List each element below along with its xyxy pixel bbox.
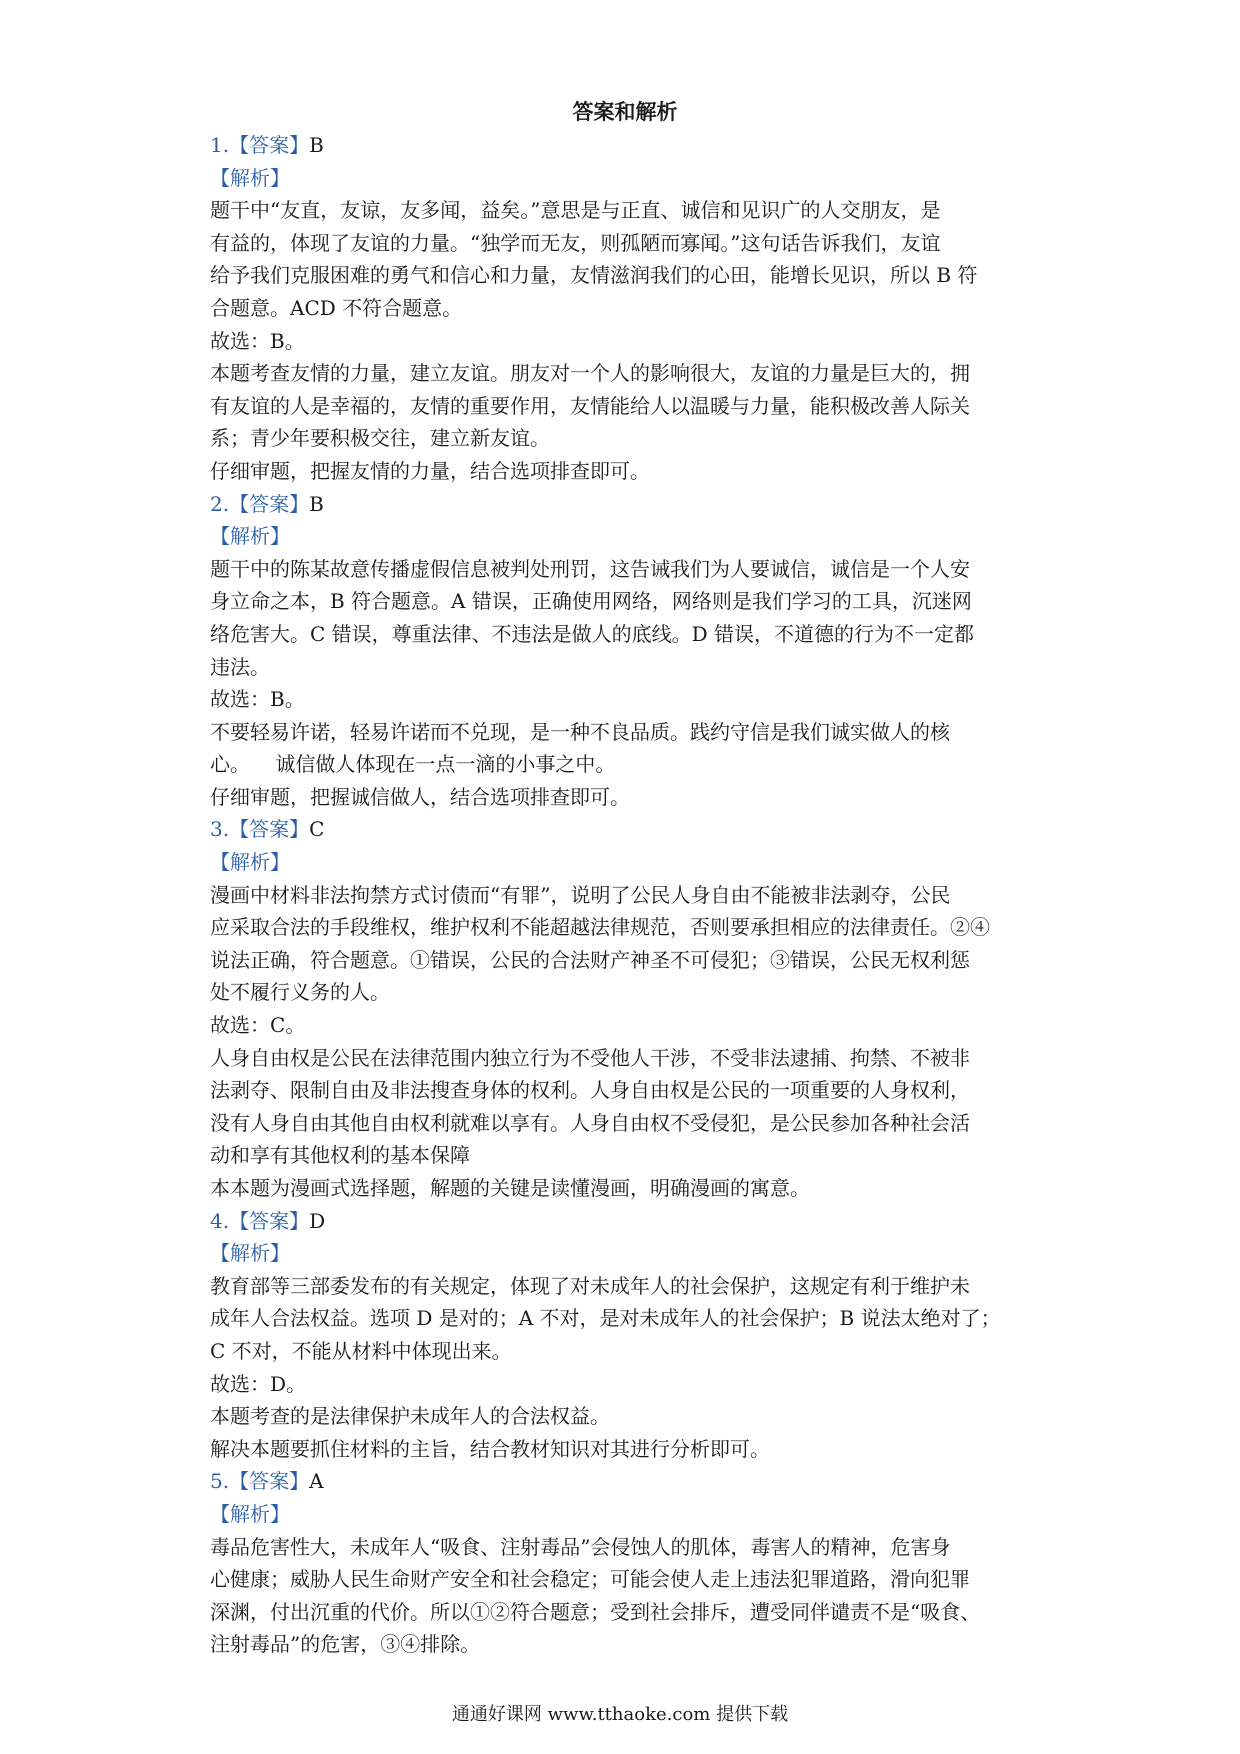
analysis-text-line: 题干中的陈某故意传播虚假信息被判处刑罚，这告诫我们为人要诚信，诚信是一个人安 <box>210 556 970 581</box>
analysis-text-line: 漫画中材料非法拘禁方式讨债而“有罪”，说明了公民人身自由不能被非法剥夺，公民 <box>210 882 951 907</box>
analysis-text-line: 题干中“友直，友谅，友多闻，益矣。”意思是与正直、诚信和见识广的人交朋友，是 <box>210 198 941 223</box>
answer-tag: 【答案】 <box>229 133 310 157</box>
question-block <box>210 488 1040 814</box>
analysis-text-line: 应采取合法的手段维权，维护权利不能超越法律规范，否则要承担相应的法律责任。②④ <box>210 915 990 940</box>
analysis-heading: 【解析】 <box>210 850 290 875</box>
analysis-text-line: 有友谊的人是幸福的，友情的重要作用，友情能给人以温暖与力量，能积极改善人际关 <box>210 393 970 418</box>
analysis-text-line: 本本题为漫画式选择题，解题的关键是读懂漫画，明确漫画的寓意。 <box>210 1176 810 1200</box>
question-number: 3. <box>210 817 230 842</box>
analysis-text-line: 合题意。ACD 不符合题意。 <box>210 295 463 320</box>
answer-line <box>210 813 1040 846</box>
answer-tag: 【答案】 <box>229 1208 310 1233</box>
analysis-text-line: 本题考查友情的力量，建立友谊。朋友对一个人的影响很大，友谊的力量是巨大的，拥 <box>210 361 970 386</box>
answer-tag: 【答案】 <box>229 491 310 516</box>
answer-value: A <box>309 1469 324 1494</box>
analysis-text-line: 处不履行义务的人。 <box>210 980 390 1005</box>
analysis-text-line: 络危害大。C 错误，尊重法律、不违法是做人的底线。D 错误，不道德的行为不一定都 <box>210 621 975 646</box>
document-page <box>210 95 1040 1661</box>
analysis-text-line: 系；青少年要积极交往，建立新友谊。 <box>210 426 550 451</box>
analysis-text-line: 仔细审题，把握诚信做人，结合选项排查即可。 <box>210 784 630 809</box>
question-number: 1. <box>210 133 230 157</box>
answer-value: D <box>309 1208 326 1233</box>
analysis-text-line: 毒品危害性大，未成年人“吸食、注射毒品”会侵蚀人的肌体，毒害人的精神，危害身 <box>210 1534 951 1559</box>
analysis-heading: 【解析】 <box>210 524 290 549</box>
analysis-text-line: 解决本题要抓住材料的主旨，结合教材知识对其进行分析即可。 <box>210 1436 770 1461</box>
answer-line <box>210 1205 1040 1238</box>
question-block <box>210 1465 1040 1661</box>
question-number: 5. <box>210 1469 230 1494</box>
analysis-text-line: 身立命之本，B 符合题意。A 错误，正确使用网络，网络则是我们学习的工具，沉迷网 <box>210 589 972 614</box>
question-block <box>210 1205 1040 1466</box>
analysis-text-line: 动和享有其他权利的基本保障 <box>210 1143 470 1168</box>
analysis-text-line: 法剥夺、限制自由及非法搜查身体的权利。人身自由权是公民的一项重要的人身权利， <box>210 1078 970 1103</box>
analysis-text-line: 心。 诚信做人体现在一点一滴的小事之中。 <box>210 752 616 777</box>
analysis-text-line: 违法。 <box>210 654 270 679</box>
analysis-text-line: 仔细审题，把握友情的力量，结合选项排查即可。 <box>210 458 650 483</box>
analysis-text-line: 故选：B。 <box>210 328 305 353</box>
answers-list <box>210 129 1040 1661</box>
question-block <box>210 129 1040 488</box>
analysis-text-line: 故选：C。 <box>210 1013 306 1038</box>
analysis-heading: 【解析】 <box>210 1501 290 1526</box>
analysis-text-line: 人身自由权是公民在法律范围内独立行为不受他人干涉，不受非法逮捕、拘禁、不被非 <box>210 1045 970 1070</box>
answer-value: C <box>309 817 325 842</box>
analysis-text-line: 心健康；威胁人民生命财产安全和社会稳定；可能会使人走上违法犯罪道路，滑向犯罪 <box>210 1567 970 1592</box>
answer-line <box>210 488 1040 521</box>
question-block <box>210 813 1040 1204</box>
answer-tag: 【答案】 <box>229 1469 310 1494</box>
analysis-heading: 【解析】 <box>210 1241 290 1266</box>
analysis-text-line: 注射毒品”的危害，③④排除。 <box>210 1632 481 1657</box>
analysis-text-line: 给予我们克服困难的勇气和信心和力量，友情滋润我们的心田，能增长见识，所以 B 符 <box>210 263 978 288</box>
answer-value: B <box>309 133 324 157</box>
analysis-text-line: 故选：B。 <box>210 687 305 712</box>
page-footer: 通通好课网 www.tthaoke.com 提供下载 <box>451 1704 789 1725</box>
question-number: 4. <box>210 1208 230 1233</box>
analysis-text-line: 故选：D。 <box>210 1371 307 1396</box>
answer-line <box>210 1465 1040 1498</box>
analysis-text-line: 说法正确，符合题意。①错误，公民的合法财产神圣不可侵犯；③错误，公民无权利惩 <box>210 947 970 972</box>
answer-value: B <box>309 491 324 516</box>
analysis-text-line: 不要轻易许诺，轻易许诺而不兑现，是一种不良品质。践约守信是我们诚实做人的核 <box>210 719 950 744</box>
analysis-text-line: 没有人身自由其他自由权利就难以享有。人身自由权不受侵犯，是公民参加各种社会活 <box>210 1110 970 1135</box>
analysis-heading: 【解析】 <box>210 165 290 190</box>
page-title: 答案和解析 <box>572 99 678 124</box>
analysis-text-line: 成年人合法权益。选项 D 是对的；A 不对，是对未成年人的社会保护；B 说法太绝对了； <box>210 1306 1001 1331</box>
question-number: 2. <box>210 491 230 516</box>
analysis-text-line: 本题考查的是法律保护未成年人的合法权益。 <box>210 1404 610 1429</box>
answer-tag: 【答案】 <box>229 817 310 842</box>
analysis-text-line: C 不对，不能从材料中体现出来。 <box>210 1338 512 1363</box>
analysis-text-line: 有益的，体现了友谊的力量。“独学而无友，则孤陋而寡闻。”这句话告诉我们，友谊 <box>210 230 941 255</box>
analysis-text-line: 深渊，付出沉重的代价。所以①②符合题意；受到社会排斥，遭受同伴谴责不是“吸食、 <box>210 1599 981 1624</box>
analysis-text-line: 教育部等三部委发布的有关规定，体现了对未成年人的社会保护，这规定有利于维护未 <box>210 1273 970 1298</box>
answer-line <box>210 129 1040 162</box>
